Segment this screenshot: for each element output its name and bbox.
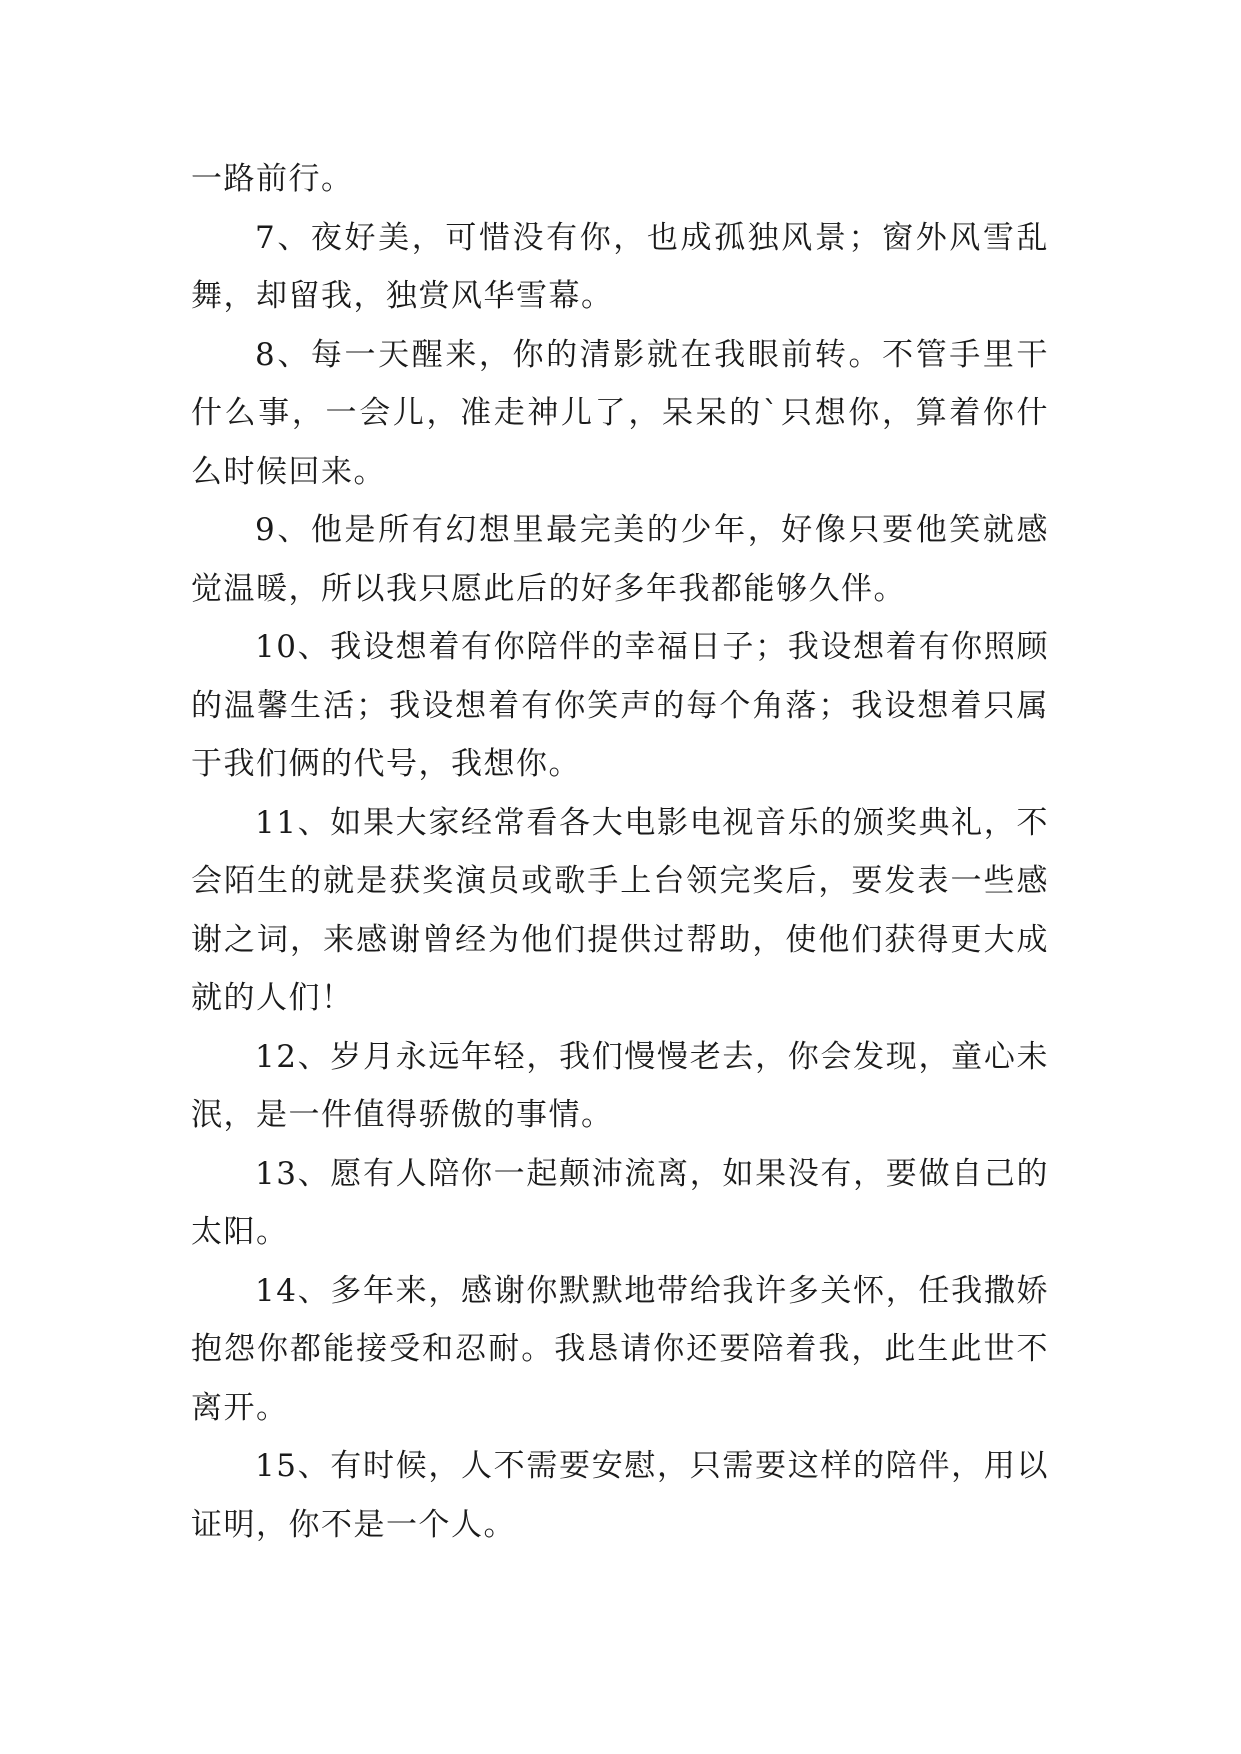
paragraph-item-15: 15、有时候，人不需要安慰，只需要这样的陪伴，用以证明，你不是一个人。 bbox=[191, 1448, 1049, 1543]
paragraph-continuation: 一路前行。 bbox=[191, 161, 354, 197]
paragraph-item-9: 9、他是所有幻想里最完美的少年，好像只要他笑就感觉温暖，所以我只愿此后的好多年我都能够久伴。 bbox=[191, 512, 1049, 607]
document-body bbox=[191, 150, 1049, 1554]
paragraph-item-10: 10、我设想着有你陪伴的幸福日子；我设想着有你照顾的温馨生活；我设想着有你笑声的每个角落；我设想着只属于我们俩的代号，我想你。 bbox=[191, 629, 1049, 782]
paragraph-item-14: 14、多年来，感谢你默默地带给我许多关怀，任我撒娇抱怨你都能接受和忍耐。我恳请你还要陪着我，此生此世不离开。 bbox=[191, 1272, 1049, 1426]
paragraph-item-11: 11、如果大家经常看各大电影电视音乐的颁奖典礼，不会陌生的就是获奖演员或歌手上台领完奖后，要发表一些感谢之词，来感谢曾经为他们提供过帮助，使他们获得更大成就的人们！ bbox=[191, 804, 1049, 1016]
paragraph-item-8: 8、每一天醒来，你的清影就在我眼前转。不管手里干什么事，一会儿，准走神儿了，呆呆的`只想你，算着你什么时候回来。 bbox=[191, 336, 1049, 490]
paragraph-item-13: 13、愿有人陪你一起颠沛流离，如果没有，要做自己的太阳。 bbox=[191, 1155, 1049, 1250]
paragraph-item-7: 7、夜好美，可惜没有你，也成孤独风景；窗外风雪乱舞，却留我，独赏风华雪幕。 bbox=[191, 219, 1049, 314]
paragraph-item-12: 12、岁月永远年轻，我们慢慢老去，你会发现，童心未泯，是一件值得骄傲的事情。 bbox=[191, 1038, 1049, 1133]
